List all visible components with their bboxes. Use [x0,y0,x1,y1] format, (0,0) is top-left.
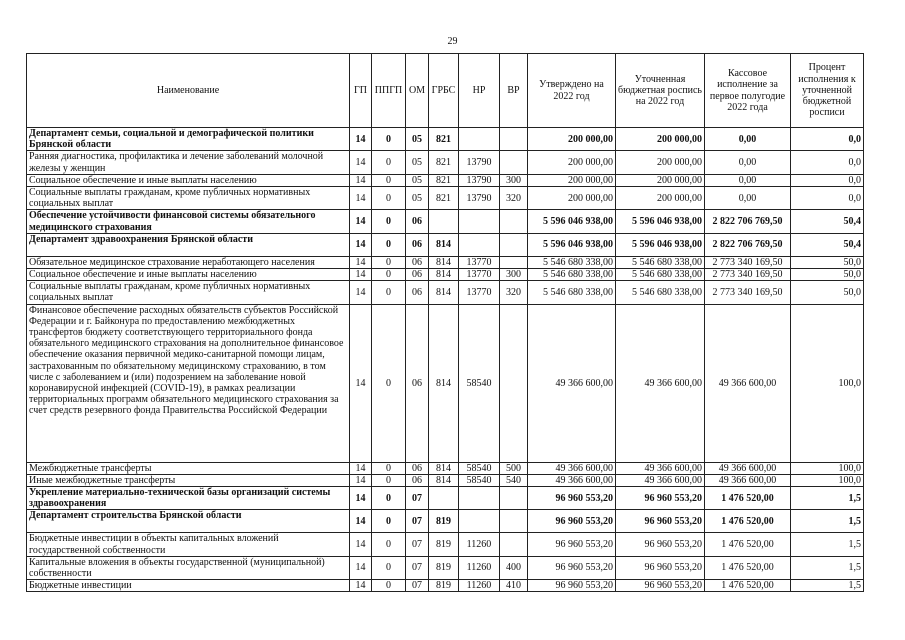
ppgp-cell: 0 [372,187,406,210]
gp-cell: 14 [350,474,372,486]
nr-cell [459,210,500,233]
nr-cell: 11260 [459,580,500,592]
percent-cell: 100,0 [791,474,864,486]
cash-cell: 2 773 340 169,50 [705,269,791,281]
gp-cell: 14 [350,533,372,556]
table-row [27,304,864,462]
approved-cell: 96 960 553,20 [528,533,616,556]
om-cell: 06 [406,462,429,474]
approved-cell: 200 000,00 [528,187,616,210]
grbs-cell: 819 [429,510,459,533]
cash-cell: 0,00 [705,174,791,186]
vr-cell [500,304,528,462]
gp-cell: 14 [350,487,372,510]
nr-cell: 13770 [459,269,500,281]
header-row [27,54,864,128]
name-cell: Бюджетные инвестиции [27,580,350,592]
approved-cell: 5 596 046 938,00 [528,210,616,233]
approved-cell: 96 960 553,20 [528,510,616,533]
header-nr: НР [459,54,500,128]
nr-cell [459,128,500,151]
cash-cell: 2 773 340 169,50 [705,256,791,268]
grbs-cell: 814 [429,462,459,474]
cash-cell: 49 366 600,00 [705,462,791,474]
grbs-cell: 814 [429,304,459,462]
nr-cell: 13790 [459,174,500,186]
om-cell: 05 [406,128,429,151]
om-cell: 07 [406,580,429,592]
refined-cell: 5 546 680 338,00 [616,281,705,304]
grbs-cell: 814 [429,474,459,486]
percent-cell: 1,5 [791,510,864,533]
approved-cell: 49 366 600,00 [528,462,616,474]
percent-cell: 0,0 [791,187,864,210]
ppgp-cell: 0 [372,269,406,281]
gp-cell: 14 [350,174,372,186]
vr-cell [500,128,528,151]
approved-cell: 49 366 600,00 [528,304,616,462]
percent-cell: 1,5 [791,487,864,510]
table-row [27,151,864,174]
gp-cell: 14 [350,510,372,533]
name-cell: Департамент строительства Брянской области [27,510,350,533]
table-row [27,174,864,186]
name-cell: Укрепление материально-технической базы организаций системы здравоохранения [27,487,350,510]
ppgp-cell: 0 [372,128,406,151]
table-row [27,487,864,510]
name-cell: Социальное обеспечение и иные выплаты населению [27,174,350,186]
ppgp-cell: 0 [372,281,406,304]
refined-cell: 5 546 680 338,00 [616,256,705,268]
percent-cell: 0,0 [791,151,864,174]
vr-cell [500,151,528,174]
gp-cell: 14 [350,233,372,256]
name-cell: Департамент здравоохранения Брянской области [27,233,350,256]
approved-cell: 200 000,00 [528,174,616,186]
vr-cell: 540 [500,474,528,486]
ppgp-cell: 0 [372,533,406,556]
percent-cell: 1,5 [791,556,864,579]
percent-cell: 100,0 [791,462,864,474]
table-row [27,556,864,579]
name-cell: Капитальные вложения в объекты государственной (муниципальной) собственности [27,556,350,579]
percent-cell: 1,5 [791,580,864,592]
header-vr: ВР [500,54,528,128]
table-row [27,462,864,474]
vr-cell [500,233,528,256]
gp-cell: 14 [350,210,372,233]
om-cell: 05 [406,174,429,186]
grbs-cell: 821 [429,151,459,174]
table-row [27,281,864,304]
om-cell: 06 [406,233,429,256]
nr-cell: 11260 [459,556,500,579]
grbs-cell: 819 [429,580,459,592]
cash-cell: 0,00 [705,187,791,210]
approved-cell: 49 366 600,00 [528,474,616,486]
om-cell: 07 [406,510,429,533]
ppgp-cell: 0 [372,256,406,268]
gp-cell: 14 [350,256,372,268]
vr-cell [500,210,528,233]
nr-cell [459,487,500,510]
nr-cell: 58540 [459,304,500,462]
table-row [27,187,864,210]
vr-cell: 300 [500,269,528,281]
approved-cell: 200 000,00 [528,128,616,151]
vr-cell [500,510,528,533]
gp-cell: 14 [350,304,372,462]
nr-cell: 13790 [459,151,500,174]
refined-cell: 49 366 600,00 [616,304,705,462]
name-cell: Обязательное медицинское страхование неработающего населения [27,256,350,268]
vr-cell [500,533,528,556]
approved-cell: 96 960 553,20 [528,580,616,592]
grbs-cell: 814 [429,233,459,256]
ppgp-cell: 0 [372,462,406,474]
table-row [27,256,864,268]
grbs-cell: 819 [429,556,459,579]
percent-cell: 0,0 [791,174,864,186]
grbs-cell: 821 [429,174,459,186]
name-cell: Социальное обеспечение и иные выплаты населению [27,269,350,281]
om-cell: 06 [406,210,429,233]
om-cell: 05 [406,151,429,174]
refined-cell: 5 596 046 938,00 [616,233,705,256]
cash-cell: 0,00 [705,128,791,151]
refined-cell: 96 960 553,20 [616,487,705,510]
table-row [27,533,864,556]
gp-cell: 14 [350,128,372,151]
grbs-cell [429,487,459,510]
percent-cell: 50,4 [791,233,864,256]
header-name: Наименование [27,54,350,128]
table-row [27,474,864,486]
refined-cell: 96 960 553,20 [616,556,705,579]
header-gp: ГП [350,54,372,128]
header-ppgp: ППГП [372,54,406,128]
om-cell: 06 [406,474,429,486]
vr-cell [500,256,528,268]
om-cell: 07 [406,487,429,510]
nr-cell: 11260 [459,533,500,556]
vr-cell: 410 [500,580,528,592]
budget-table [26,53,864,592]
refined-cell: 96 960 553,20 [616,580,705,592]
name-cell: Социальные выплаты гражданам, кроме публичных нормативных социальных выплат [27,281,350,304]
cash-cell: 49 366 600,00 [705,304,791,462]
refined-cell: 49 366 600,00 [616,462,705,474]
header-cash: Кассовое исполнение за первое полугодие 2022 года [705,54,791,128]
om-cell: 07 [406,556,429,579]
nr-cell [459,233,500,256]
percent-cell: 50,0 [791,256,864,268]
name-cell: Иные межбюджетные трансферты [27,474,350,486]
percent-cell: 50,0 [791,281,864,304]
cash-cell: 1 476 520,00 [705,533,791,556]
refined-cell: 200 000,00 [616,174,705,186]
ppgp-cell: 0 [372,556,406,579]
header-refined: Уточненная бюджетная роспись на 2022 год [616,54,705,128]
cash-cell: 2 822 706 769,50 [705,210,791,233]
name-cell: Социальные выплаты гражданам, кроме публичных нормативных социальных выплат [27,187,350,210]
cash-cell: 49 366 600,00 [705,474,791,486]
approved-cell: 96 960 553,20 [528,487,616,510]
approved-cell: 96 960 553,20 [528,556,616,579]
gp-cell: 14 [350,151,372,174]
approved-cell: 5 546 680 338,00 [528,281,616,304]
grbs-cell: 814 [429,256,459,268]
table-row [27,580,864,592]
percent-cell: 50,0 [791,269,864,281]
ppgp-cell: 0 [372,233,406,256]
name-cell: Департамент семьи, социальной и демографической политики Брянской области [27,128,350,151]
grbs-cell [429,210,459,233]
gp-cell: 14 [350,462,372,474]
header-om: ОМ [406,54,429,128]
cash-cell: 1 476 520,00 [705,556,791,579]
approved-cell: 5 546 680 338,00 [528,269,616,281]
om-cell: 05 [406,187,429,210]
name-cell: Бюджетные инвестиции в объекты капитальных вложений государственной собственности [27,533,350,556]
nr-cell [459,510,500,533]
cash-cell: 1 476 520,00 [705,510,791,533]
refined-cell: 96 960 553,20 [616,533,705,556]
vr-cell: 320 [500,187,528,210]
table-row [27,510,864,533]
approved-cell: 5 596 046 938,00 [528,233,616,256]
grbs-cell: 821 [429,128,459,151]
ppgp-cell: 0 [372,510,406,533]
gp-cell: 14 [350,556,372,579]
grbs-cell: 819 [429,533,459,556]
table-row [27,210,864,233]
approved-cell: 5 546 680 338,00 [528,256,616,268]
approved-cell: 200 000,00 [528,151,616,174]
cash-cell: 1 476 520,00 [705,580,791,592]
nr-cell: 13770 [459,256,500,268]
header-percent: Процент исполнения к уточненной бюджетной росписи [791,54,864,128]
grbs-cell: 814 [429,281,459,304]
percent-cell: 50,4 [791,210,864,233]
nr-cell: 13770 [459,281,500,304]
gp-cell: 14 [350,580,372,592]
ppgp-cell: 0 [372,580,406,592]
vr-cell: 400 [500,556,528,579]
name-cell: Финансовое обеспечение расходных обязательств субъектов Российской Федерации и г. Байконура по предоставлению межбюджетных трансфертов бюджету соответствующего территориального фонда обязательного медицинского страхования на дополнительное финансовое обеспечение оказания первичной медико-санитарной помощи лицам, застрахованным по обязательному медицинскому страхованию, в том числе с заболеванием и (или) подозрением на заболевание новой коронавирусной инфекцией (COVID-19), в рамках реализации территориальных программ обязательного медицинского страхования за счет средств резервного фонда Правительства Российской Федерации [27,304,350,462]
om-cell: 06 [406,269,429,281]
cash-cell: 0,00 [705,151,791,174]
table-body [27,128,864,592]
refined-cell: 96 960 553,20 [616,510,705,533]
ppgp-cell: 0 [372,210,406,233]
cash-cell: 2 822 706 769,50 [705,233,791,256]
om-cell: 06 [406,281,429,304]
om-cell: 07 [406,533,429,556]
grbs-cell: 821 [429,187,459,210]
name-cell: Межбюджетные трансферты [27,462,350,474]
refined-cell: 200 000,00 [616,128,705,151]
name-cell: Обеспечение устойчивости финансовой системы обязательного медицинского страхования [27,210,350,233]
table-row [27,269,864,281]
ppgp-cell: 0 [372,304,406,462]
vr-cell: 320 [500,281,528,304]
om-cell: 06 [406,304,429,462]
page-number: 29 [447,36,458,47]
nr-cell: 58540 [459,474,500,486]
vr-cell [500,487,528,510]
vr-cell: 300 [500,174,528,186]
ppgp-cell: 0 [372,487,406,510]
cash-cell: 2 773 340 169,50 [705,281,791,304]
nr-cell: 58540 [459,462,500,474]
table-row [27,128,864,151]
percent-cell: 1,5 [791,533,864,556]
gp-cell: 14 [350,269,372,281]
ppgp-cell: 0 [372,174,406,186]
nr-cell: 13790 [459,187,500,210]
ppgp-cell: 0 [372,151,406,174]
header-grbs: ГРБС [429,54,459,128]
percent-cell: 0,0 [791,128,864,151]
percent-cell: 100,0 [791,304,864,462]
gp-cell: 14 [350,281,372,304]
refined-cell: 5 596 046 938,00 [616,210,705,233]
table-row [27,233,864,256]
refined-cell: 49 366 600,00 [616,474,705,486]
ppgp-cell: 0 [372,474,406,486]
header-approved: Утверждено на 2022 год [528,54,616,128]
refined-cell: 5 546 680 338,00 [616,269,705,281]
gp-cell: 14 [350,187,372,210]
grbs-cell: 814 [429,269,459,281]
cash-cell: 1 476 520,00 [705,487,791,510]
om-cell: 06 [406,256,429,268]
refined-cell: 200 000,00 [616,151,705,174]
name-cell: Ранняя диагностика, профилактика и лечение заболеваний молочной железы у женщин [27,151,350,174]
refined-cell: 200 000,00 [616,187,705,210]
vr-cell: 500 [500,462,528,474]
